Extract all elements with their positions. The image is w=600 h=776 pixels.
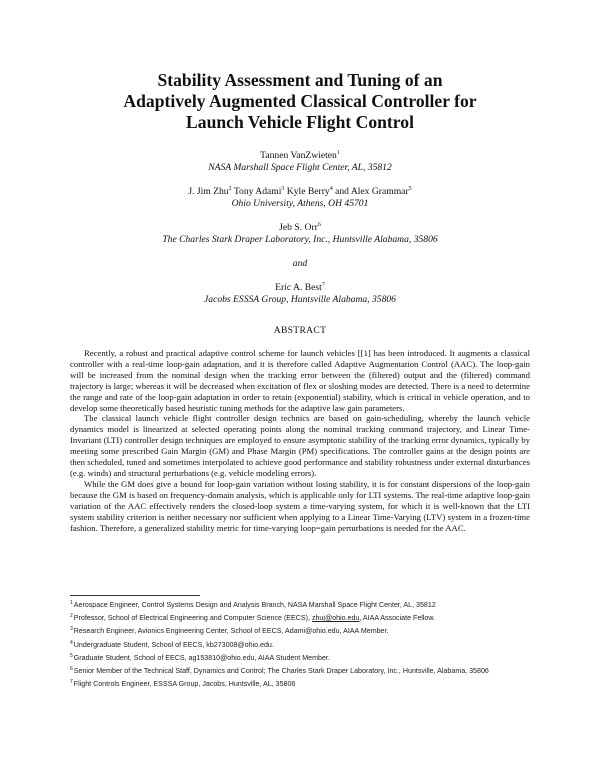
author-line: [60, 222, 540, 234]
author-affiliation: The Charles Stark Draper Laboratory, Inc., Huntsville Alabama, 35806: [162, 234, 438, 245]
author-sup: 7: [321, 282, 325, 288]
title-line-1: Stability Assessment and Tuning of an: [157, 70, 443, 90]
author-name: Kyle Berry: [286, 186, 330, 197]
author-line: [60, 186, 540, 198]
author-affiliation: Jacobs ESSSA Group, Huntsville Alabama, 35806: [204, 294, 396, 305]
footnote: [70, 626, 530, 636]
title-line-3: Launch Vehicle Flight Control: [186, 112, 414, 132]
abstract-body: [70, 348, 530, 533]
author-name: Tony Adami: [233, 186, 282, 197]
author-sup: 4: [329, 186, 333, 192]
abstract-paragraph: While the GM does give a bound for loop-gain variation without losing stability, it is for constant dispersions of the loop-gain because the GM is based on frequency-domain analysis, which is applicable only for LTI systems. The real-time adaptive loop-gain variation of the AAC effectively renders the closed-loop system a time-varying system, for which it is well-known that the LTI system stability criterion is neither necessary nor sufficient when applying to a Linear Time-Varying (LTV) system in a frozen-time fashion. Therefore, a generalized stability metric for time-varying loop=gain perturbations is needed for the AAC.: [70, 478, 530, 533]
footnote-text: , AIAA Associate Fellow.: [359, 614, 436, 623]
author-sup: 1: [336, 150, 340, 156]
footnote-number: 3: [70, 626, 73, 633]
abstract-paragraph: The classical launch vehicle flight controller design technics are based on gain-scheduling, whereby the launch vehicle dynamics model is linearized at selected operating points along the nominal tracking command trajectory, and Linear Time-Invariant (LTI) controller design techniques are employed to ensure asymptotic stability of the tracking error dynamics, typically by meeting some prescribed Gain Margin (GM) and Phase Margin (PM) specifications. The controller gains at the design points are then scheduled, tuned and sometimes interpolated to achieve good performance and stability robustness under external disturbances (e.g. winds) and structural perturbations (e.g. vehicle modeling errors).: [70, 413, 530, 478]
title-line-2: Adaptively Augmented Classical Controller for: [123, 91, 477, 111]
author-sup: 5: [408, 186, 412, 192]
footnote-text: Graduate Student, School of EECS, ag153810@ohio.edu, AIAA Student Member.: [73, 653, 330, 662]
footnote-text: Research Engineer, Avionics Engineering Center, School of EECS, Adami@ohio.edu, AIAA Member.: [73, 627, 389, 636]
footnote-text: Senior Member of the Technical Staff, Dynamics and Control; The Charles Stark Draper Laboratory, Inc., Huntsville, Alabama, 35806: [73, 667, 489, 676]
footnote-number: 7: [70, 679, 73, 686]
author-name: J. Jim Zhu: [188, 186, 229, 197]
email-link[interactable]: zhuj@ohio.edu: [311, 614, 360, 623]
footnote-number: 5: [70, 652, 73, 659]
author-name: Tannen VanZwieten: [260, 150, 337, 161]
footnote-text: Undergraduate Student, School of EECS, kb273008@ohio.edu.: [73, 640, 274, 649]
paper-title: [70, 70, 530, 133]
author-sup: 2: [228, 186, 232, 192]
footnote-number: 2: [70, 613, 73, 620]
footnote-number: 4: [70, 639, 73, 646]
author-name: Eric A. Best: [275, 282, 322, 293]
footnote-text: Flight Controls Engineer, ESSSA Group, Jacobs, Huntsville, AL, 35806: [73, 680, 296, 689]
author-line: [60, 282, 540, 294]
footnote: [70, 613, 530, 623]
footnote: [70, 653, 530, 663]
footnote-text: Professor, School of Electrical Engineering and Computer Science (EECS),: [73, 614, 312, 623]
footnotes: [70, 600, 530, 692]
footnote-divider: [70, 595, 200, 596]
author-affiliation: NASA Marshall Space Flight Center, AL, 35812: [208, 162, 392, 173]
footnote: [70, 600, 530, 610]
footnote: [70, 679, 530, 689]
author-name: and Alex Grammar: [335, 186, 409, 197]
footnote-text: Aerospace Engineer, Control Systems Design and Analysis Branch, NASA Marshall Space Flight Center, AL, 35812: [73, 601, 436, 609]
abstract-heading: ABSTRACT: [273, 325, 327, 336]
author-conjunction: and: [292, 258, 308, 269]
abstract-paragraph: Recently, a robust and practical adaptive control scheme for launch vehicles [[1] has been introduced. It augments a classical controller with a real-time loop-gain adaptation, and it is therefore called Adaptive Augmentation Control (AAC). The loop-gain will be increased from the nominal design when the tracking error between the (filtered) output and the (filtered) command trajectory is large; whereas it will be decreased when excitation of flex or sloshing modes are detected. There is a need to determine the range and rate of the loop-gain adaptation in order to retain (exponential) stability, which is critical in vehicle operation, and to develop some theoretically based heuristic tuning methods for the adaptive law gain parameters.: [70, 348, 530, 413]
author-sup: 6: [317, 222, 321, 228]
author-block: [60, 150, 540, 306]
author-affiliation: Ohio University, Athens, OH 45701: [231, 198, 369, 209]
footnote-number: 1: [70, 600, 73, 606]
footnote: [70, 640, 530, 650]
footnote-number: 6: [70, 666, 73, 673]
footnote: [70, 666, 530, 676]
author-line: [60, 150, 540, 162]
author-name: Jeb S. Orr: [279, 222, 318, 233]
author-sup: 3: [281, 186, 285, 192]
